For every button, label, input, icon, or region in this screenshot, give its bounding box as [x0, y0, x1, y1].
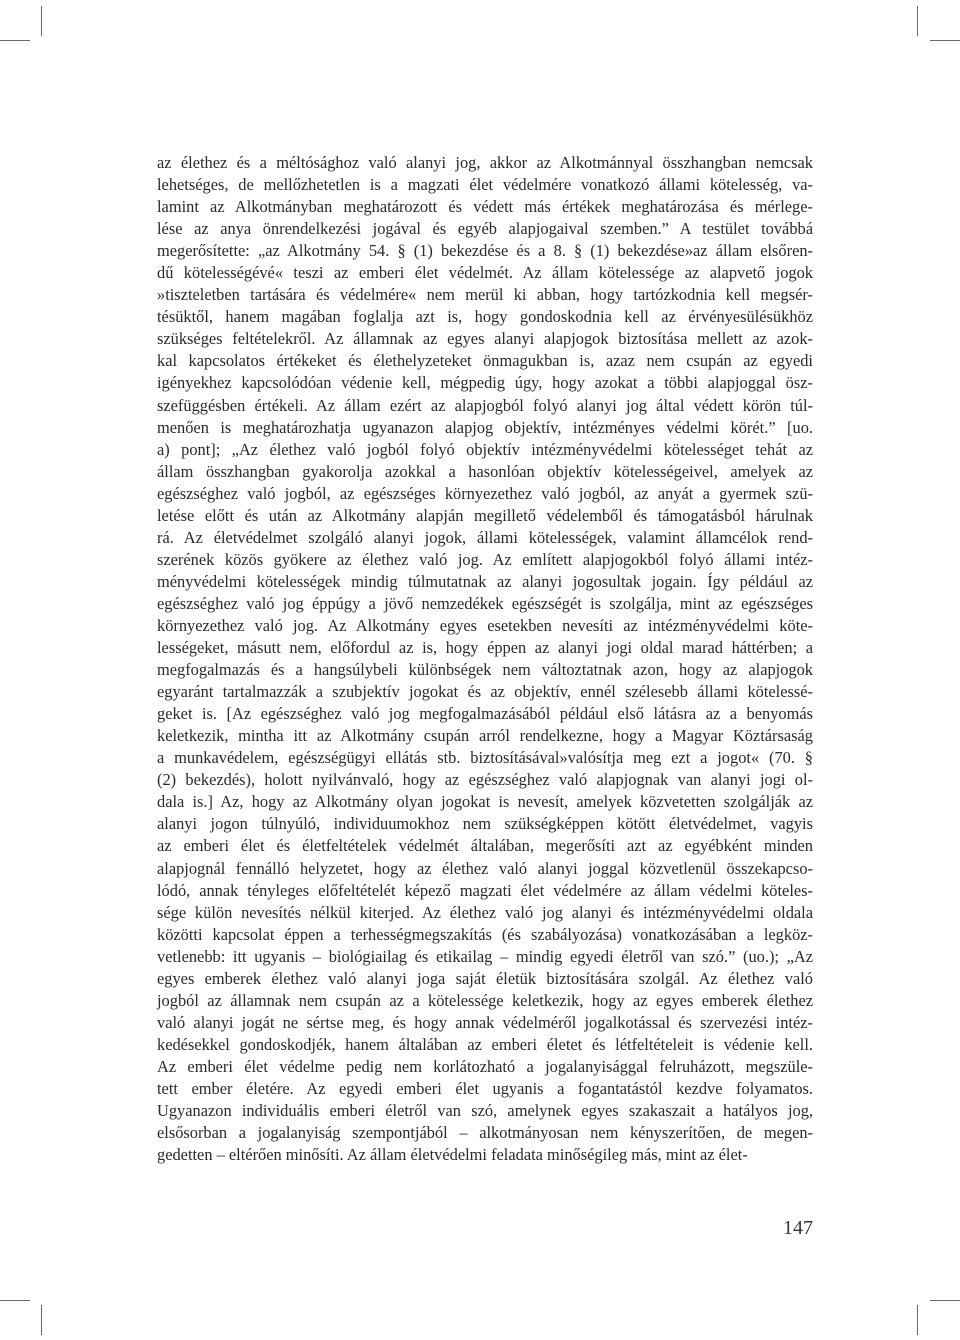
page-number: 147: [783, 1217, 813, 1239]
text-line: jogból az államnak nem csupán az a kötelessége keletkezik, hogy az egyes emberek élethez: [157, 990, 813, 1010]
text-line: lamint az Alkotmányban meghatározott és védett más értékek meghatározása és mérlege-: [157, 197, 813, 217]
text-line: igényekhez kapcsolódóan védenie kell, mégpedig úgy, hogy azokat a többi alapjoggal ösz-: [157, 373, 813, 393]
text-line: Az emberi élet védelme pedig nem korlátozható a jogalanyisággal felruházott, megszüle-: [157, 1056, 813, 1076]
text-line: letése előtt és után az Alkotmány alapján megillető védelemből és támogatásból hárulnak: [157, 505, 813, 525]
crop-mark-top-left: [41, 6, 42, 36]
crop-mark-bottom-left-h: [0, 1300, 30, 1301]
text-line: környezethez való jog. Az Alkotmány egyes esetekben nevesíti az intézményvédelmi köte-: [157, 615, 813, 635]
text-line: való alanyi jogát ne sértse meg, és hogy annak védelméről jogalkotással és szervezési intéz-: [157, 1012, 813, 1032]
body-text: [157, 152, 813, 1166]
text-line: alapjognál fennálló helyzetet, hogy az élethez való alanyi joggal közvetlenül összekapcso-: [157, 858, 813, 878]
text-line: alanyi jogon túlnyúló, individuumokhoz nem szükségképpen kötött életvédelmet, vagyis: [157, 814, 813, 834]
text-line: dű kötelességévé« teszi az emberi élet védelmét. Az állam kötelessége az alapvető jogok: [157, 263, 813, 283]
text-line: elsősorban a jogalanyiság szempontjából – alkotmányosan nem kényszerítően, de megen-: [157, 1123, 813, 1143]
text-line: a) pont]; „Az élethez való jogból folyó objektív intézményvédelmi kötelességet tehát az: [157, 439, 813, 459]
text-line: közötti kapcsolat éppen a terhességmegszakítás (és szabályozása) vonatkozásában a legköz-: [157, 924, 813, 944]
text-line: a munkavédelem, egészségügyi ellátás stb. biztosításával»valósítja meg ezt a jogot« (70. §: [157, 748, 813, 768]
text-line: tett ember életére. Az egyedi emberi élet ugyanis a fogantatástól kezdve folyamatos.: [157, 1078, 813, 1098]
text-line: dala is.] Az, hogy az Alkotmány olyan jogokat is nevesít, amelyek közvetetten szolgálják az: [157, 792, 813, 812]
crop-mark-bottom-right: [917, 1305, 918, 1335]
text-line: geket is. [Az egészséghez való jog megfogalmazásából például első látásra az a benyomás: [157, 704, 813, 724]
text-line: rá. Az életvédelmet szolgáló alanyi jogok, állami kötelességek, valamint államcélok rend-: [157, 527, 813, 547]
text-line: ményvédelmi kötelességek mindig túlmutatnak az alanyi jogosultak jogain. Így például az: [157, 571, 813, 591]
text-line: egyes emberek élethez való alanyi joga saját életük biztosítására szolgál. Az élethez való: [157, 968, 813, 988]
text-line: az emberi élet és életfeltételek védelmét általában, megerősíti azt az egyébként minden: [157, 836, 813, 856]
crop-mark-top-right: [917, 6, 918, 36]
text-line: állam összhangban gyakorolja azokkal a hasonlóan objektív kötelességeivel, amelyek az: [157, 461, 813, 481]
crop-mark-top-right-h: [930, 40, 960, 41]
crop-mark-bottom-left: [41, 1305, 42, 1335]
text-line: az élethez és a méltósághoz való alanyi jog, akkor az Alkotmánnyal összhangban nemcsak: [157, 153, 813, 172]
text-line: kal kapcsolatos értékeket és élethelyzeteket önmagukban is, azaz nem csupán az egyedi: [157, 351, 813, 371]
text-line: lehetséges, de mellőzhetetlen is a magzati élet védelmére vonatkozó állami kötelesség, va-: [157, 175, 813, 195]
text-line: egészséghez való jogból, az egészséges környezethez való jogból, az anyát a gyermek szü-: [157, 483, 813, 503]
crop-mark-top-left-h: [0, 40, 30, 41]
text-line: szerének közös gyökere az élethez való jog. Az említett alapjogokból folyó állami intéz-: [157, 549, 813, 569]
text-line: (2) bekezdés), holott nyilvánvaló, hogy az egészséghez való alapjognak van alanyi jogi ol-: [157, 770, 813, 790]
text-line: szefüggésben értékeli. Az állam ezért az alapjogból folyó alanyi jog által védett körön túl-: [157, 395, 813, 415]
text-line: kedésekkel gondoskodjék, hanem általában az emberi életet és létfeltételeit is védenie kell.: [157, 1034, 813, 1054]
text-line: »tiszteletben tartására és védelmére« nem merül ki abban, hogy tartózkodnia kell megsér-: [157, 285, 813, 305]
text-line: vetlenebb: itt ugyanis – biológiailag és etikailag – mindig egyedi életről van szó.” (uo.); „Az: [157, 946, 813, 966]
text-line: egyaránt tartalmazzák a szubjektív jogokat és az objektív, ennél szélesebb állami kötelessé-: [157, 682, 813, 702]
text-line: sége külön nevesítés nélkül kiterjed. Az élethez való jog alanyi és intézményvédelmi oldala: [157, 902, 813, 922]
text-line: megerősítette: „az Alkotmány 54. § (1) bekezdése és a 8. § (1) bekezdése»az állam elsőren-: [157, 241, 813, 261]
text-line: keletkezik, mintha itt az Alkotmány csupán arról rendelkezne, hogy a Magyar Köztársaság: [157, 726, 813, 746]
text-line: lódó, annak tényleges előfeltételét képező magzati élet védelmére az állam védelmi köteles-: [157, 880, 813, 900]
text-line: szükséges feltételekről. Az államnak az egyes alanyi alapjogok biztosítása mellett az azok-: [157, 329, 813, 349]
text-line: megfogalmazás és a hangsúlybeli különbségek nem változtatnak azon, hogy az alapjogok: [157, 660, 813, 680]
text-line: lességeket, másutt nem, előfordul az is, hogy éppen az alanyi jogi oldal marad háttérben; a: [157, 638, 813, 658]
text-line: Ugyanazon individuális emberi életről van szó, amelynek egyes szakaszait a hatályos jog,: [157, 1101, 813, 1121]
text-line: egészséghez való jog éppúgy a jövő nemzedékek egészségét is szolgálja, mint az egészséges: [157, 593, 813, 613]
text-line: gedetten – eltérően minősíti. Az állam életvédelmi feladata minőségileg más, mint az élet-: [157, 1145, 748, 1165]
text-line: tésüktől, hanem magában foglalja azt is, hogy gondoskodnia kell az érvényesülésükhöz: [157, 307, 813, 327]
text-line: lése az anya önrendelkezési jogával és egyéb alapjogaival szemben.” A testület továbbá: [157, 219, 813, 239]
crop-mark-bottom-right-h: [930, 1300, 960, 1301]
text-line: menően is meghatározhatja ugyanazon alapjog objektív, intézményes védelmi körét.” [uo.: [157, 417, 813, 437]
